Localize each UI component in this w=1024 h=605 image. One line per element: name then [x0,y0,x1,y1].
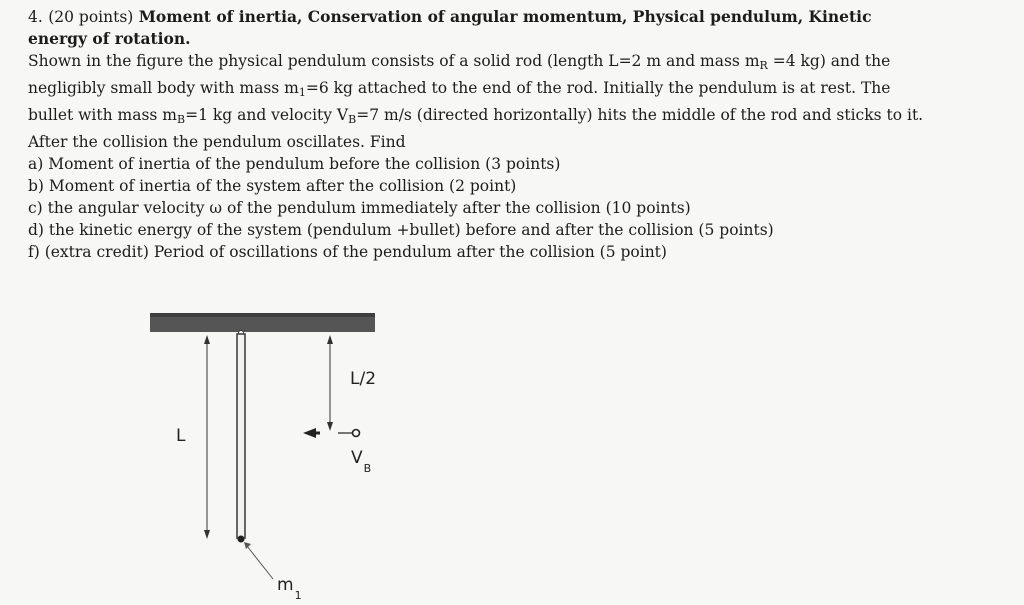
part-b: b) Moment of inertia of the system after the collision (2 point) [28,177,517,195]
label-half-length: L/2 [350,369,377,389]
subscript: B [348,113,357,126]
label-mass-m1 [277,575,302,602]
statement-text: =1 kg and velocity V [185,106,349,124]
statement-line: After the collision the pendulum oscillates. Find [28,133,406,151]
label-velocity-symbol: V [351,448,363,468]
statement-text: =7 m/s (directed horizontally) hits the middle of the rod and sticks to it. [356,106,924,124]
part-a: a) Moment of inertia of the pendulum before the collision (3 points) [28,155,561,173]
problem-title-line2: energy of rotation. [28,29,191,48]
problem-points: (20 points) [48,8,134,26]
statement-text: Shown in the figure the physical pendulum consists of a solid rod (length L=2 m and mass m [28,52,760,70]
part-d: d) the kinetic energy of the system (pendulum +bullet) before and after the collision (5 points) [28,221,774,239]
statement-line [28,104,1013,131]
subscript: B [176,113,186,126]
mass-m1 [238,536,245,543]
label-length: L [176,426,186,446]
label-mass-symbol: m [277,575,294,595]
statement-line [28,50,1013,77]
problem-number: 4. [28,8,43,26]
problem-statement [28,50,1013,153]
problem-heading [28,6,1013,50]
problem-4 [28,6,1013,263]
pendulum-rod [237,334,245,538]
subscript: R [759,59,768,72]
pendulum-figure [140,300,400,600]
statement-text: negligibly small body with mass m [28,79,299,97]
part-c: c) the angular velocity ω of the pendulum immediately after the collision (10 points) [28,199,691,217]
part-f: f) (extra credit) Period of oscillations of the pendulum after the collision (5 point) [28,243,667,261]
statement-text: =6 kg attached to the end of the rod. Initially the pendulum is at rest. The [305,79,891,97]
subscript: 1 [298,86,306,99]
label-velocity [351,448,372,475]
m1-pointer-line [247,546,273,579]
problem-title-line1: Moment of inertia, Conservation of angular momentum, Physical pendulum, Kinetic [138,7,872,26]
label-mass-subscript: 1 [294,589,302,602]
statement-line [28,77,1013,104]
bullet [353,430,360,437]
statement-text: bullet with mass m [28,106,177,124]
question-parts [28,153,1013,263]
label-velocity-subscript: B [363,462,372,475]
statement-text: =4 kg) and the [767,52,891,70]
